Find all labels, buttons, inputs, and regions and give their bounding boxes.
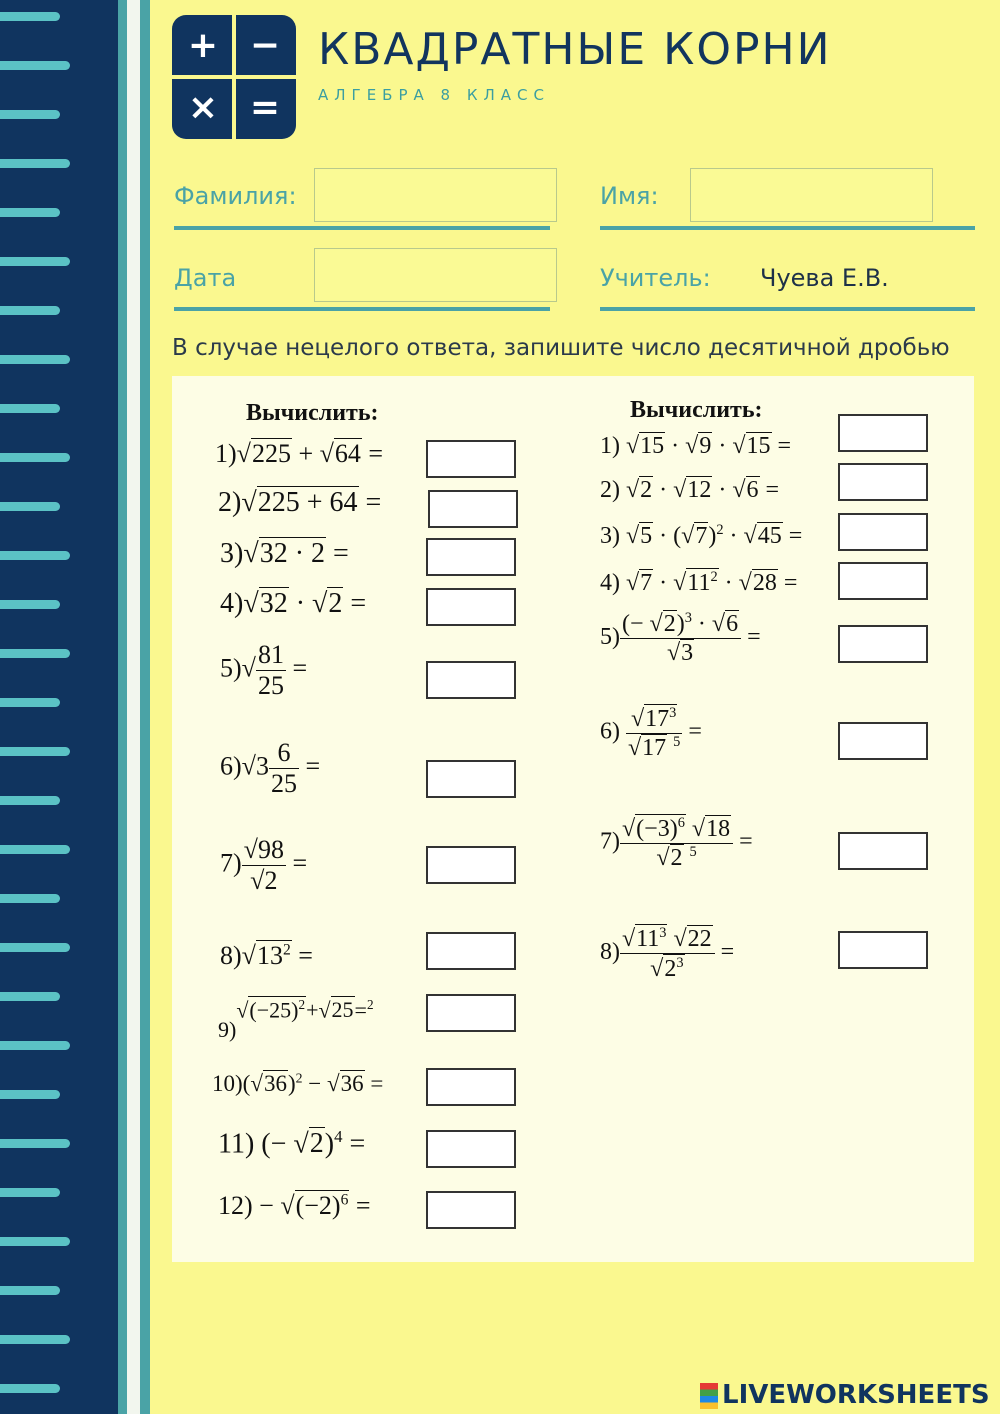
answer-box[interactable] — [426, 1068, 516, 1106]
ruler-tick — [0, 306, 60, 315]
left-task-2: 2)√225 + 64 = — [218, 487, 382, 518]
answer-box[interactable] — [426, 538, 516, 576]
right-task-6: 6) $\frac{√17^3}{√17 ^5}$ = — [600, 705, 702, 761]
ruler-tick — [0, 1041, 70, 1050]
ruler-tick — [0, 551, 70, 560]
divider — [600, 226, 975, 230]
answer-box[interactable] — [426, 760, 516, 798]
left-task-7: 7) $\frac{√98}{√2}$ = — [220, 835, 308, 895]
date-field[interactable] — [314, 248, 557, 302]
date-label: Дата — [174, 264, 237, 292]
left-task-3: 3)√32 · 2 = — [220, 538, 349, 569]
answer-box[interactable] — [426, 932, 516, 970]
surname-label: Фамилия: — [174, 182, 297, 210]
ruler-tick — [0, 796, 60, 805]
left-task-12: $12) - √(-2)^6$ = — [218, 1191, 371, 1220]
answer-box[interactable] — [838, 625, 928, 663]
stripe — [118, 0, 127, 1414]
ruler-tick — [0, 453, 70, 462]
ruler-tick — [0, 600, 60, 609]
left-heading: Вычислить: — [246, 400, 379, 426]
ruler-tick — [0, 943, 70, 952]
ruler-tick — [0, 1188, 60, 1197]
divider — [174, 307, 550, 311]
answer-box[interactable] — [428, 490, 518, 528]
left-task-6: 6)√3 $\frac{6}{25}$ = — [220, 738, 321, 798]
surname-field[interactable] — [314, 168, 557, 222]
answer-box[interactable] — [838, 463, 928, 501]
right-task-3: 3) $√5 \cdot (√7)^2 \cdot √45$ = — [600, 522, 803, 549]
ruler-tick — [0, 257, 70, 266]
divider — [174, 226, 550, 230]
name-field[interactable] — [690, 168, 933, 222]
ruler-tick — [0, 502, 60, 511]
ruler-tick — [0, 355, 70, 364]
stripe — [127, 0, 140, 1414]
answer-box[interactable] — [838, 931, 928, 969]
ruler-tick — [0, 159, 70, 168]
right-task-5: 5) $\frac{(- √2)^3 \cdot √6}{√3}$ = — [600, 610, 761, 666]
ruler-tick — [0, 1139, 70, 1148]
plus-icon: + — [187, 25, 219, 66]
right-task-7: 7) $\frac{√(-3)^6 √18}{√2 ^5}$ = — [600, 815, 753, 871]
answer-box[interactable] — [426, 588, 516, 626]
ruler-sidebar — [0, 0, 118, 1414]
teacher-label: Учитель: — [600, 264, 711, 292]
answer-box[interactable] — [838, 414, 928, 452]
ruler-tick — [0, 404, 60, 413]
left-task-5: 5)√ $\frac{81}{25}$ = — [220, 640, 308, 700]
answer-box[interactable] — [838, 513, 928, 551]
stripe — [140, 0, 150, 1414]
ruler-tick — [0, 1384, 60, 1393]
ruler-tick — [0, 208, 60, 217]
equals-icon: = — [249, 87, 281, 128]
answer-box[interactable] — [426, 1130, 516, 1168]
right-task-8: 8) $\frac{√11^3 √22}{√2^3}$ = — [600, 925, 735, 982]
ruler-tick — [0, 894, 60, 903]
right-task-2: 2) √2 · √12 · √6 = — [600, 477, 780, 503]
left-task-10: $10)(√36)^2 - √36$ = — [212, 1070, 384, 1096]
ruler-tick — [0, 1335, 70, 1344]
answer-box[interactable] — [426, 440, 516, 478]
ruler-tick — [0, 12, 60, 21]
answer-box[interactable] — [426, 994, 516, 1032]
answer-box[interactable] — [838, 832, 928, 870]
ruler-tick — [0, 1286, 60, 1295]
answer-box[interactable] — [838, 722, 928, 760]
left-task-9: $9)√(-25)^2+√25=^2$ — [218, 997, 374, 1043]
right-task-4: 4) $√7 \cdot √11^2 \cdot √28$ = — [600, 569, 798, 596]
left-task-1: 1)√225 + √64 = — [215, 439, 384, 468]
left-task-11: 11) (− √2)$^4$ = — [218, 1127, 366, 1160]
ruler-tick — [0, 845, 70, 854]
instruction-text: В случае нецелого ответа, запишите число десятичной дробью — [172, 335, 950, 361]
ruler-tick — [0, 698, 60, 707]
right-heading: Вычислить: — [630, 397, 763, 423]
ruler-tick — [0, 649, 70, 658]
teacher-name: Чуева Е.В. — [760, 264, 889, 292]
ruler-tick — [0, 1237, 70, 1246]
ruler-tick — [0, 1090, 60, 1099]
page-title: КВАДРАТНЫЕ КОРНИ — [318, 24, 832, 75]
minus-icon: − — [249, 25, 281, 66]
calculator-logo — [172, 15, 296, 139]
left-task-8: $8)√13^2$ = — [220, 941, 313, 970]
answer-box[interactable] — [426, 846, 516, 884]
ruler-tick — [0, 61, 70, 70]
times-icon: × — [187, 87, 219, 128]
page-subtitle: АЛГЕБРА 8 КЛАСС — [318, 86, 550, 104]
liveworksheets-logo: LIVEWORKSHEETS — [700, 1380, 990, 1410]
answer-box[interactable] — [838, 562, 928, 600]
left-task-4: 4)√32 · √2 = — [220, 588, 367, 619]
ruler-tick — [0, 992, 60, 1001]
ruler-tick — [0, 110, 60, 119]
ruler-tick — [0, 747, 70, 756]
divider — [600, 307, 975, 311]
right-task-1: 1) √15 · √9 · √15 = — [600, 433, 792, 459]
name-label: Имя: — [600, 182, 659, 210]
answer-box[interactable] — [426, 1191, 516, 1229]
answer-box[interactable] — [426, 661, 516, 699]
